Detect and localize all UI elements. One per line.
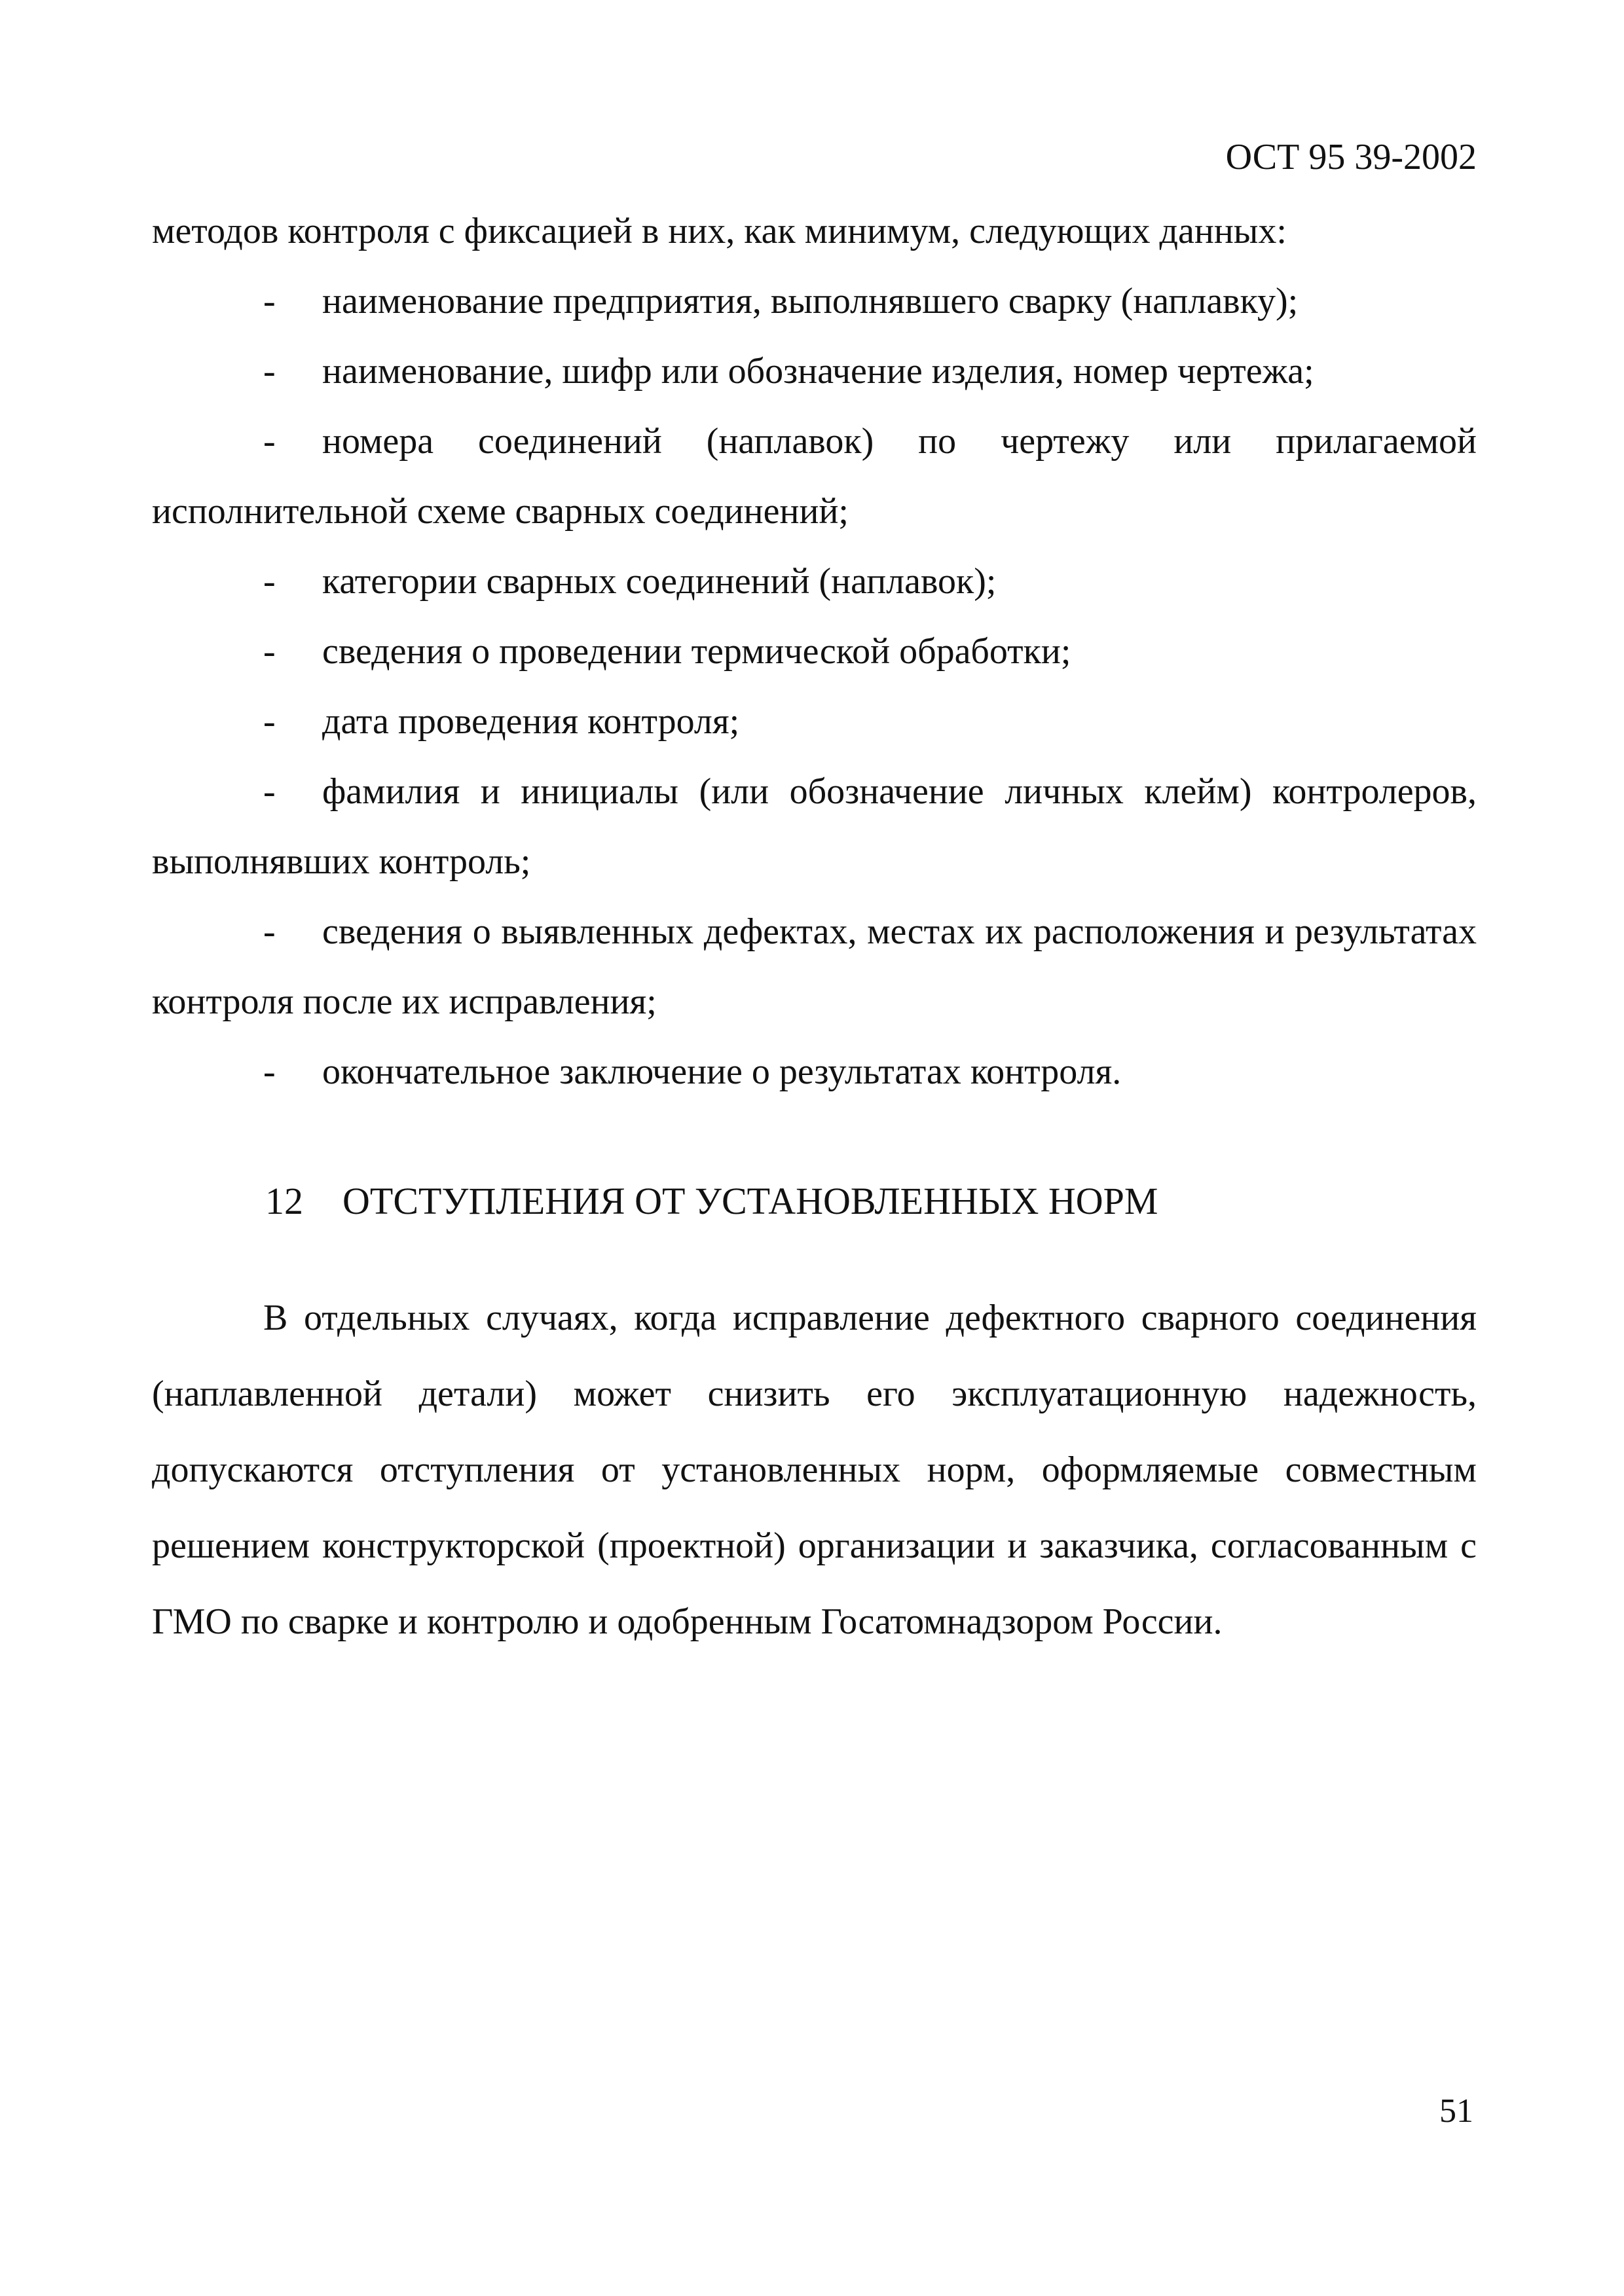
list-item-text: номера соединений (наплавок) по чертежу или прилагаемой исполнительной схеме сварных соединений; [152,421,1477,532]
dash-marker: - [263,771,276,812]
list-item-text: сведения о проведении термической обработки; [322,631,1071,672]
dash-marker: - [263,351,276,392]
list-item-text: наименование предприятия, выполнявшего сварку (наплавку); [322,281,1299,321]
list-item [152,897,1477,1037]
dash-marker: - [263,421,276,462]
section-paragraph: В отдельных случаях, когда исправление дефектного сварного соединения (наплавленной детали) может снизить его эксплуатационную надежность, допускаются отступления от установленных норм, оформляемые совместным решением конструкторской (проектной) организации и заказчика, согласованным с ГМО по сварке и контролю и одобренным Госатомнадзором России. [152,1298,1477,1642]
list-item [152,687,1477,757]
list-item-text: сведения о выявленных дефектах, местах их расположения и результатах контроля после их исправления; [152,911,1477,1022]
dash-marker: - [263,631,276,672]
section-title: ОТСТУПЛЕНИЯ ОТ УСТАНОВЛЕННЫХ НОРМ [342,1180,1158,1222]
list-item-text: дата проведения контроля; [322,701,740,742]
dash-marker: - [263,1051,276,1092]
list-item-text: окончательное заключение о результатах контроля. [322,1051,1122,1092]
dash-marker: - [263,911,276,952]
list-item [152,337,1477,407]
list-item [152,1037,1477,1107]
list-item [152,757,1477,897]
list-section [152,196,1477,1107]
document-code-header: ОСТ 95 39-2002 [1225,137,1477,177]
list-item-text: категории сварных соединений (наплавок); [322,561,997,602]
list-item [152,266,1477,337]
list-item [152,547,1477,617]
page-number: 51 [1439,2092,1473,2130]
dash-marker: - [263,561,276,602]
list-item-text: наименование, шифр или обозначение изделия, номер чертежа; [322,351,1314,392]
section-number: 12 [265,1180,303,1222]
dash-marker: - [263,281,276,321]
list-item-text: фамилия и инициалы (или обозначение личных клейм) контролеров, выполнявших контроль; [152,771,1477,882]
section-heading [265,1175,1158,1228]
list-item [152,617,1477,687]
dash-marker: - [263,701,276,742]
list-item [152,407,1477,547]
intro-line: методов контроля с фиксацией в них, как минимум, следующих данных: [152,211,1287,251]
